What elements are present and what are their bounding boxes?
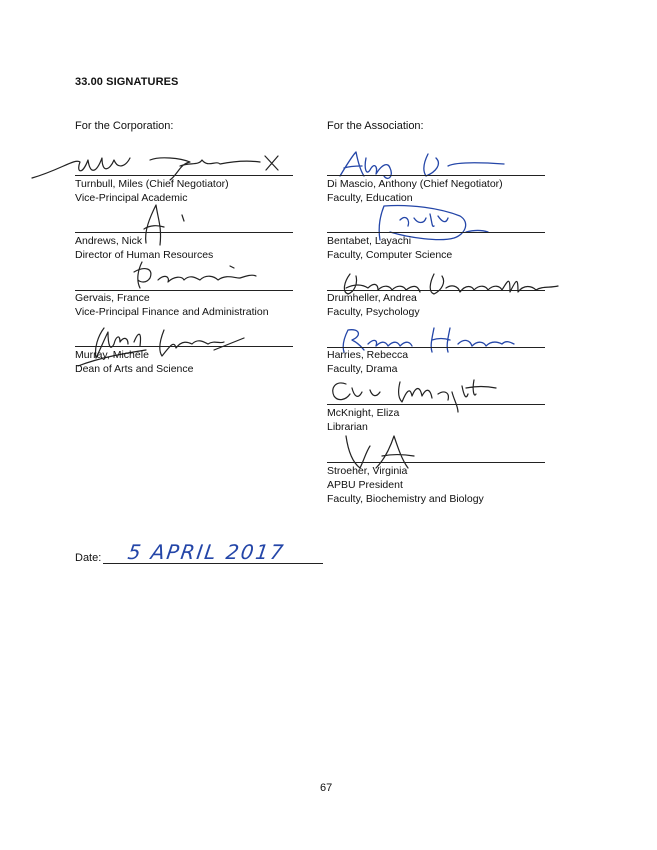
signatory-role: Faculty, Psychology — [327, 306, 420, 318]
signatory-role: APBU President — [327, 479, 403, 491]
signature-line — [327, 232, 545, 233]
signatory-role: Vice-Principal Finance and Administration — [75, 306, 269, 318]
date-value: 5 APRIL 2017 — [126, 540, 287, 564]
signatory-role: Faculty, Education — [327, 192, 413, 204]
signatory-name: Di Mascio, Anthony (Chief Negotiator) — [327, 178, 503, 190]
page-number: 67 — [320, 782, 333, 794]
section-heading: 33.00 SIGNATURES — [75, 76, 179, 88]
signatory-name: Murray, Michele — [75, 349, 149, 361]
signatory-name: Stroeher, Virginia — [327, 465, 408, 477]
signatory-role: Faculty, Biochemistry and Biology — [327, 493, 484, 505]
signatory-role: Dean of Arts and Science — [75, 363, 194, 375]
signatory-name: Bentabet, Layachi — [327, 235, 412, 247]
date-label: Date: — [75, 552, 102, 564]
signatory-name: Turnbull, Miles (Chief Negotiator) — [75, 178, 229, 190]
signature-andrews — [138, 203, 198, 249]
corporation-heading: For the Corporation: — [75, 120, 174, 132]
signatory-role: Librarian — [327, 421, 368, 433]
signatory-name: Harries, Rebecca — [327, 349, 409, 361]
signature-line — [75, 346, 293, 347]
signatory-name: Drumheller, Andrea — [327, 292, 417, 304]
signatory-name: Andrews, Nick — [75, 235, 143, 247]
signatory-role: Vice-Principal Academic — [75, 192, 188, 204]
signature-line — [75, 232, 293, 233]
signatory-role: Director of Human Resources — [75, 249, 214, 261]
signatory-name: McKnight, Eliza — [327, 407, 400, 419]
signature-line — [327, 175, 545, 176]
association-heading: For the Association: — [327, 120, 424, 132]
signature-gervais — [130, 258, 260, 292]
signature-line — [75, 175, 293, 176]
signatory-role: Faculty, Drama — [327, 363, 398, 375]
signature-line — [327, 404, 545, 405]
signatory-name: Gervais, France — [75, 292, 150, 304]
signatory-role: Faculty, Computer Science — [327, 249, 453, 261]
signature-line — [327, 462, 545, 463]
